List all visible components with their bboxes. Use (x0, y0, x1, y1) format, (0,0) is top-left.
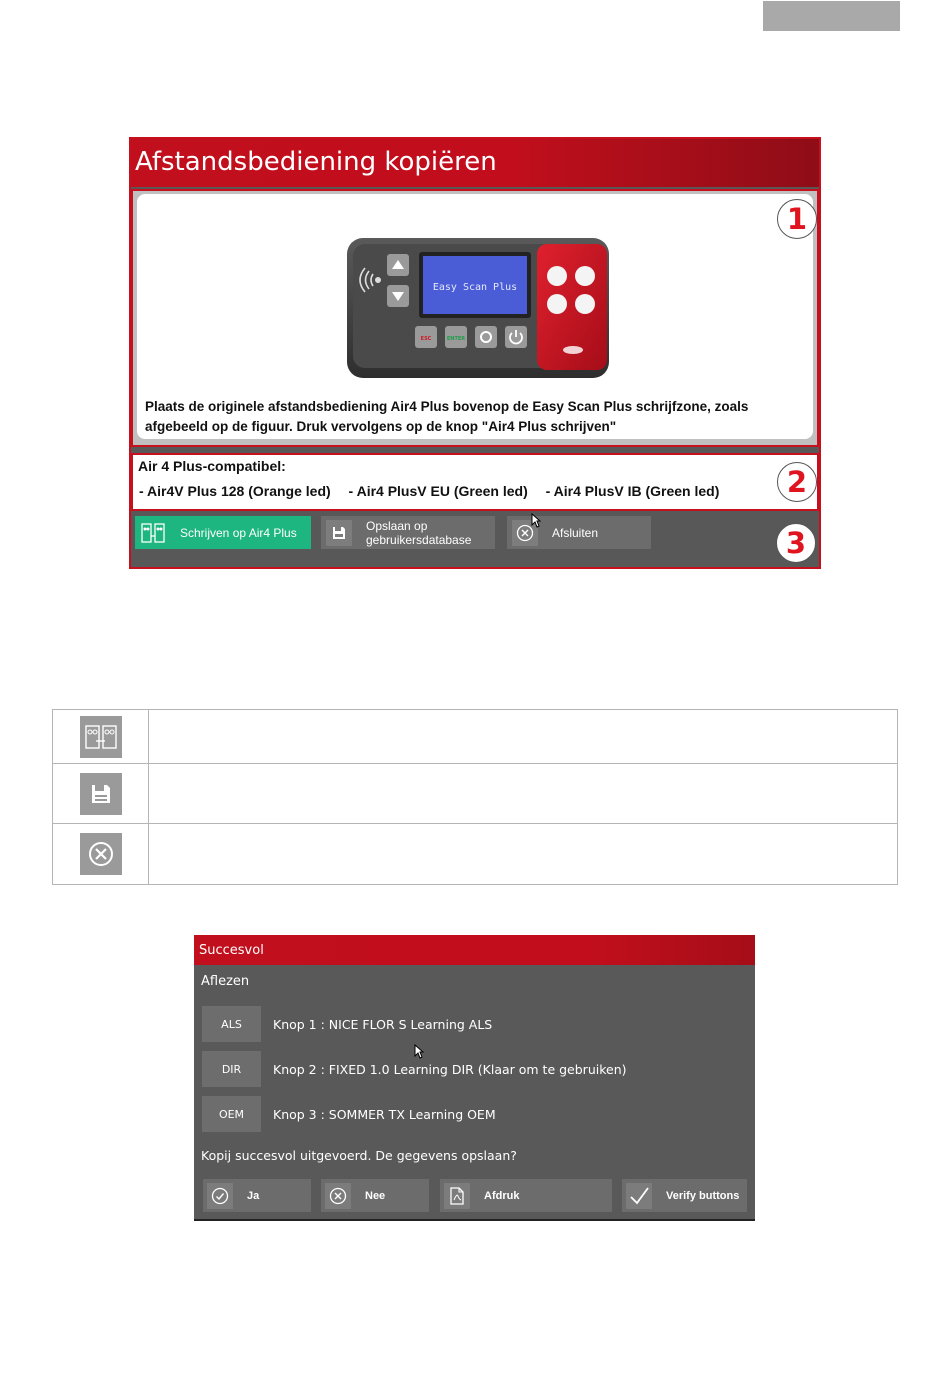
table-row (53, 764, 898, 824)
verify-buttons-button[interactable] (622, 1179, 747, 1212)
compat-item: - Air4V Plus 128 (Orange led) (139, 483, 331, 499)
button-description: Knop 1 : NICE FLOR S Learning ALS (273, 1016, 493, 1032)
compat-item: - Air4 PlusV EU (Green led) (348, 483, 528, 499)
save-icon (326, 520, 352, 546)
icon-cell (53, 824, 149, 885)
description-cell (149, 824, 898, 885)
write-air4-label: Schrijven op Air4 Plus (180, 525, 297, 540)
zone-number-2: 2 (777, 462, 817, 502)
button-description: Knop 3 : SOMMER TX Learning OEM (273, 1106, 496, 1122)
panel-header (131, 139, 819, 187)
pdf-document-icon (444, 1183, 470, 1209)
zone-actions (131, 513, 819, 567)
zone-number-3: 3 (776, 523, 816, 563)
checkmark-icon (626, 1183, 652, 1209)
enter-key-label: ENTER (446, 336, 466, 342)
table-row (53, 710, 898, 764)
panel-title: Afstandsbediening kopiëren (135, 147, 497, 177)
print-button[interactable] (440, 1179, 612, 1212)
save-label-line2: gebruikersdatabase (366, 532, 472, 547)
zone-instruction (131, 189, 819, 447)
no-button[interactable] (321, 1179, 429, 1212)
copy-remote-panel (129, 137, 821, 569)
write-air4-button[interactable] (135, 516, 311, 549)
description-cell (149, 764, 898, 824)
no-label: Nee (365, 1189, 386, 1202)
close-icon (80, 833, 122, 875)
close-icon (325, 1183, 351, 1209)
check-circle-icon (207, 1183, 233, 1209)
zone-number-1: 1 (777, 199, 817, 239)
dialog-subtitle: Aflezen (201, 974, 250, 989)
easy-scan-plus-device (345, 232, 613, 380)
success-dialog (194, 935, 755, 1221)
dialog-header (194, 935, 755, 965)
mouse-cursor-icon (531, 513, 541, 528)
instruction-card (137, 194, 813, 439)
compat-title: Air 4 Plus-compatibel: (138, 458, 286, 474)
list-item (202, 1096, 496, 1132)
icon-cell (53, 764, 149, 824)
save-database-button[interactable] (321, 516, 495, 549)
yes-label: Ja (247, 1189, 260, 1202)
save-label-line1: Opslaan op (366, 518, 428, 533)
button-tag[interactable]: OEM (202, 1096, 261, 1132)
save-database-label (366, 519, 471, 547)
instruction-text: Plaats de originele afstandsbediening Air4 Plus bovenop de Easy Scan Plus schrijfzone, zoals afgebeeld op de figuur. Druk vervolgens op de knop "Air4 Plus schrijven" (145, 399, 749, 434)
mouse-cursor-icon (414, 1044, 424, 1059)
description-cell (149, 710, 898, 764)
corner-tab (763, 1, 900, 31)
button-tag[interactable]: DIR (202, 1051, 261, 1087)
compat-list (139, 483, 733, 499)
close-label: Afsluiten (552, 525, 599, 540)
print-label: Afdruk (484, 1189, 520, 1202)
save-icon (80, 773, 122, 815)
compat-item: - Air4 PlusV IB (Green led) (545, 483, 720, 499)
save-question: Kopij succesvol uitgevoerd. De gegevens opslaan? (201, 1148, 517, 1163)
button-description: Knop 2 : FIXED 1.0 Learning DIR (Klaar om te gebruiken) (273, 1061, 627, 1077)
write-remote-icon (80, 716, 122, 758)
device-screen-text: Easy Scan Plus (432, 282, 518, 293)
close-button[interactable] (507, 516, 651, 549)
icon-cell (53, 710, 149, 764)
button-tag[interactable]: ALS (202, 1006, 261, 1042)
icon-legend-table (52, 709, 898, 885)
write-remote-icon (140, 520, 166, 546)
list-item (202, 1006, 492, 1042)
zone-compatibility (131, 453, 819, 511)
table-row (53, 824, 898, 885)
yes-button[interactable] (203, 1179, 311, 1212)
dialog-title: Succesvol (199, 943, 264, 958)
verify-label: Verify buttons (666, 1189, 740, 1202)
esc-key-label: ESC (420, 336, 432, 342)
